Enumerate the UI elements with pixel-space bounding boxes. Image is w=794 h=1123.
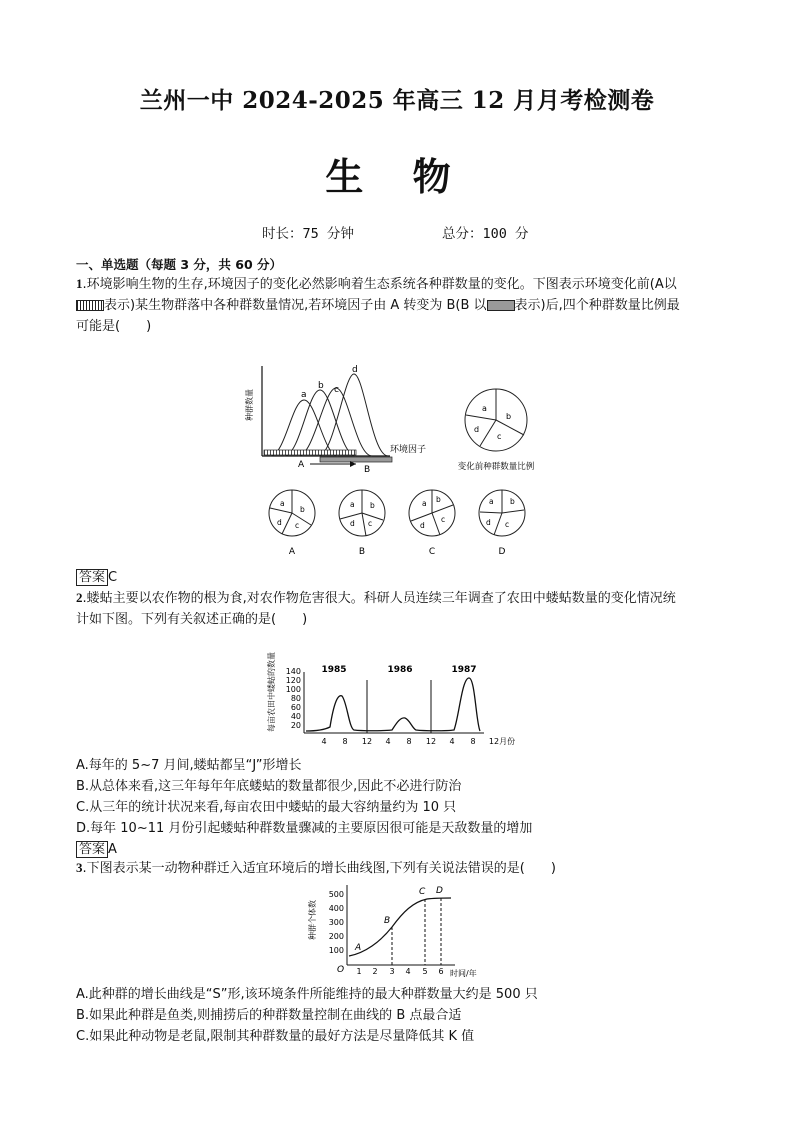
q3-xtick: 4	[405, 967, 411, 976]
question-3-text	[76, 857, 724, 879]
curve-a	[270, 400, 338, 456]
q3-point-D: D	[436, 886, 443, 896]
svg-text:a: a	[422, 499, 427, 508]
q2-answer-label: 答案	[76, 841, 108, 858]
svg-text:d: d	[350, 519, 355, 528]
q2-xtick: 12	[361, 737, 373, 746]
q2-option-A: A.每年的 5~7 月间,蝼蛄都呈“J”形增长	[76, 758, 302, 773]
q1-label-A: A	[298, 460, 305, 470]
svg-text:c: c	[368, 519, 373, 528]
q3-ytick: 100	[328, 946, 344, 955]
q2-answer-value: A	[108, 842, 117, 857]
question-2-number: 2	[76, 590, 83, 605]
q1-answer-value: C	[108, 570, 118, 585]
q1-option-pies-figure	[262, 488, 532, 560]
q2-xtick: 8	[406, 737, 412, 746]
q3-point-C: C	[419, 887, 426, 897]
q2-text-part1: .蝼蛄主要以农作物的根为食,对农作物危害很大。科研人员连续三年调查了农田中蝼蛄数量的变化情况统	[82, 591, 676, 606]
question-1-number: 1	[76, 276, 83, 291]
svg-text:d: d	[420, 521, 425, 530]
q1-answer	[76, 566, 117, 585]
q3-ytick: 500	[328, 890, 344, 899]
svg-text:d: d	[277, 518, 282, 527]
q3-origin-label: O	[337, 965, 345, 975]
q3-xtick: 6	[438, 967, 444, 976]
question-1-text	[76, 273, 724, 337]
option-label-A: A	[288, 547, 296, 557]
q2-text-part2: 计如下图。下列有关叙述正确的是( )	[76, 612, 308, 627]
ref-pie-label-a: a	[482, 404, 487, 413]
q1-text-part4: 可能是( )	[76, 319, 152, 334]
exam-title: 兰州一中 2024-2025 年高三 12 月月考检测卷	[139, 87, 655, 114]
svg-text:b: b	[436, 495, 441, 504]
q3-text: .下图表示某一动物种群迁入适宜环境后的增长曲线图,下列有关说法错误的是( )	[82, 861, 556, 876]
ref-pie-label-c: c	[497, 432, 502, 441]
exam-duration: 时长：75 分钟	[262, 226, 354, 242]
svg-text:b: b	[300, 505, 305, 514]
curve-label-a: a	[301, 390, 307, 400]
q2-xtick: 4	[449, 737, 455, 746]
option-label-C: C	[428, 547, 436, 557]
q3-xtick: 5	[422, 967, 428, 976]
q2-y-axis-label: 每亩农田中蝼蛄的数量	[267, 652, 276, 732]
q2-ytick: 120	[285, 676, 301, 685]
q1-text-part3: 表示)后,四个种群数量比例最	[514, 298, 680, 313]
q2-population-curve	[306, 678, 480, 731]
subject-title: 生 物	[325, 155, 469, 199]
q2-xtick: 4	[385, 737, 391, 746]
q3-ytick: 400	[328, 904, 344, 913]
ref-pie-caption: 变化前种群数量比例	[457, 462, 535, 472]
option-label-D: D	[498, 547, 506, 557]
q2-mole-cricket-chart	[262, 632, 524, 750]
q2-ytick: 20	[290, 721, 301, 730]
curve-d	[318, 374, 388, 456]
q2-xtick: 12月份	[488, 737, 516, 746]
q2-ytick: 60	[290, 703, 301, 712]
q2-ytick: 80	[290, 694, 301, 703]
q2-answer	[76, 838, 117, 857]
q2-xtick: 12	[425, 737, 437, 746]
q1-text-part2: 表示)某生物群落中各种群数量情况,若环境因子由 A 转变为 B(B 以	[104, 298, 487, 313]
year-label-1985: 1985	[321, 665, 347, 675]
year-label-1987: 1987	[451, 665, 477, 675]
q3-option-A: A.此种群的增长曲线是“S”形,该环境条件所能维持的最大种群数量大约是 500 只	[76, 987, 538, 1002]
q2-ytick: 140	[285, 667, 301, 676]
question-3-number: 3	[76, 860, 83, 875]
exam-total-score: 总分：100 分	[442, 226, 529, 242]
curve-label-b: b	[318, 381, 324, 391]
q2-xtick: 4	[321, 737, 327, 746]
ref-pie-label-d: d	[474, 425, 480, 434]
q3-option-C: C.如果此种动物是老鼠,限制其种群数量的最好方法是尽量降低其 K 值	[76, 1029, 475, 1044]
question-2-text	[76, 587, 724, 630]
svg-text:c: c	[505, 520, 510, 529]
curve-label-d: d	[352, 365, 358, 375]
q2-xtick: 8	[470, 737, 476, 746]
svg-text:a: a	[489, 497, 494, 506]
ref-pie-label-b: b	[506, 412, 512, 421]
svg-text:d: d	[486, 518, 491, 527]
svg-text:c: c	[295, 521, 300, 530]
q2-option-D: D.每年 10~11 月份引起蝼蛄种群数量骤减的主要原因很可能是天敌数量的增加	[76, 821, 533, 836]
q3-xtick: 3	[389, 967, 395, 976]
svg-text:a: a	[280, 499, 285, 508]
q2-option-B: B.从总体来看,这三年每年年底蝼蛄的数量都很少,因此不必进行防治	[76, 779, 462, 794]
q1-env-B-bar	[320, 457, 392, 462]
q3-x-axis-label: 时间/年	[450, 969, 477, 978]
svg-text:b: b	[370, 501, 375, 510]
hatched-legend-icon	[76, 300, 104, 311]
q3-xtick: 1	[356, 967, 362, 976]
q3-option-B: B.如果此种群是鱼类,则捕捞后的种群数量控制在曲线的 B 点最合适	[76, 1008, 462, 1023]
year-label-1986: 1986	[387, 665, 413, 675]
q2-ytick: 100	[285, 685, 301, 694]
q3-ytick: 200	[328, 932, 344, 941]
svg-text:c: c	[441, 515, 446, 524]
curve-c	[298, 388, 372, 456]
svg-text:a: a	[350, 500, 355, 509]
q3-xtick: 2	[372, 967, 378, 976]
q3-s-curve	[349, 898, 451, 956]
q1-y-axis-label: 种群数量	[245, 389, 254, 421]
grey-legend-icon	[487, 300, 515, 311]
q3-point-A: A	[355, 943, 362, 953]
q2-option-C: C.从三年的统计状况来看,每亩农田中蝼蛄的最大容纳量约为 10 只	[76, 800, 457, 815]
q3-y-axis-label: 种群个体数	[308, 900, 317, 940]
svg-text:b: b	[510, 497, 515, 506]
q3-point-B: B	[384, 916, 391, 926]
q1-label-B: B	[364, 465, 371, 475]
q1-env-A-bar	[264, 450, 356, 455]
q3-ytick: 300	[328, 918, 344, 927]
q1-reference-pie-figure	[440, 385, 552, 475]
q1-population-curves-figure	[240, 360, 470, 475]
section-title: 一、单选题（每题 3 分，共 60 分）	[76, 257, 283, 272]
q3-growth-curve-chart	[305, 880, 495, 980]
q1-text-part1: .环境影响生物的生存,环境因子的变化必然影响着生态系统各种群数量的变化。下图表示环境变化前(A以	[82, 277, 677, 292]
q2-xtick: 8	[342, 737, 348, 746]
q1-answer-label: 答案	[76, 569, 108, 586]
q2-ytick: 40	[290, 712, 301, 721]
curve-label-c: c	[334, 385, 339, 395]
option-label-B: B	[358, 547, 366, 557]
q1-x-axis-label: 环境因子	[390, 445, 427, 455]
